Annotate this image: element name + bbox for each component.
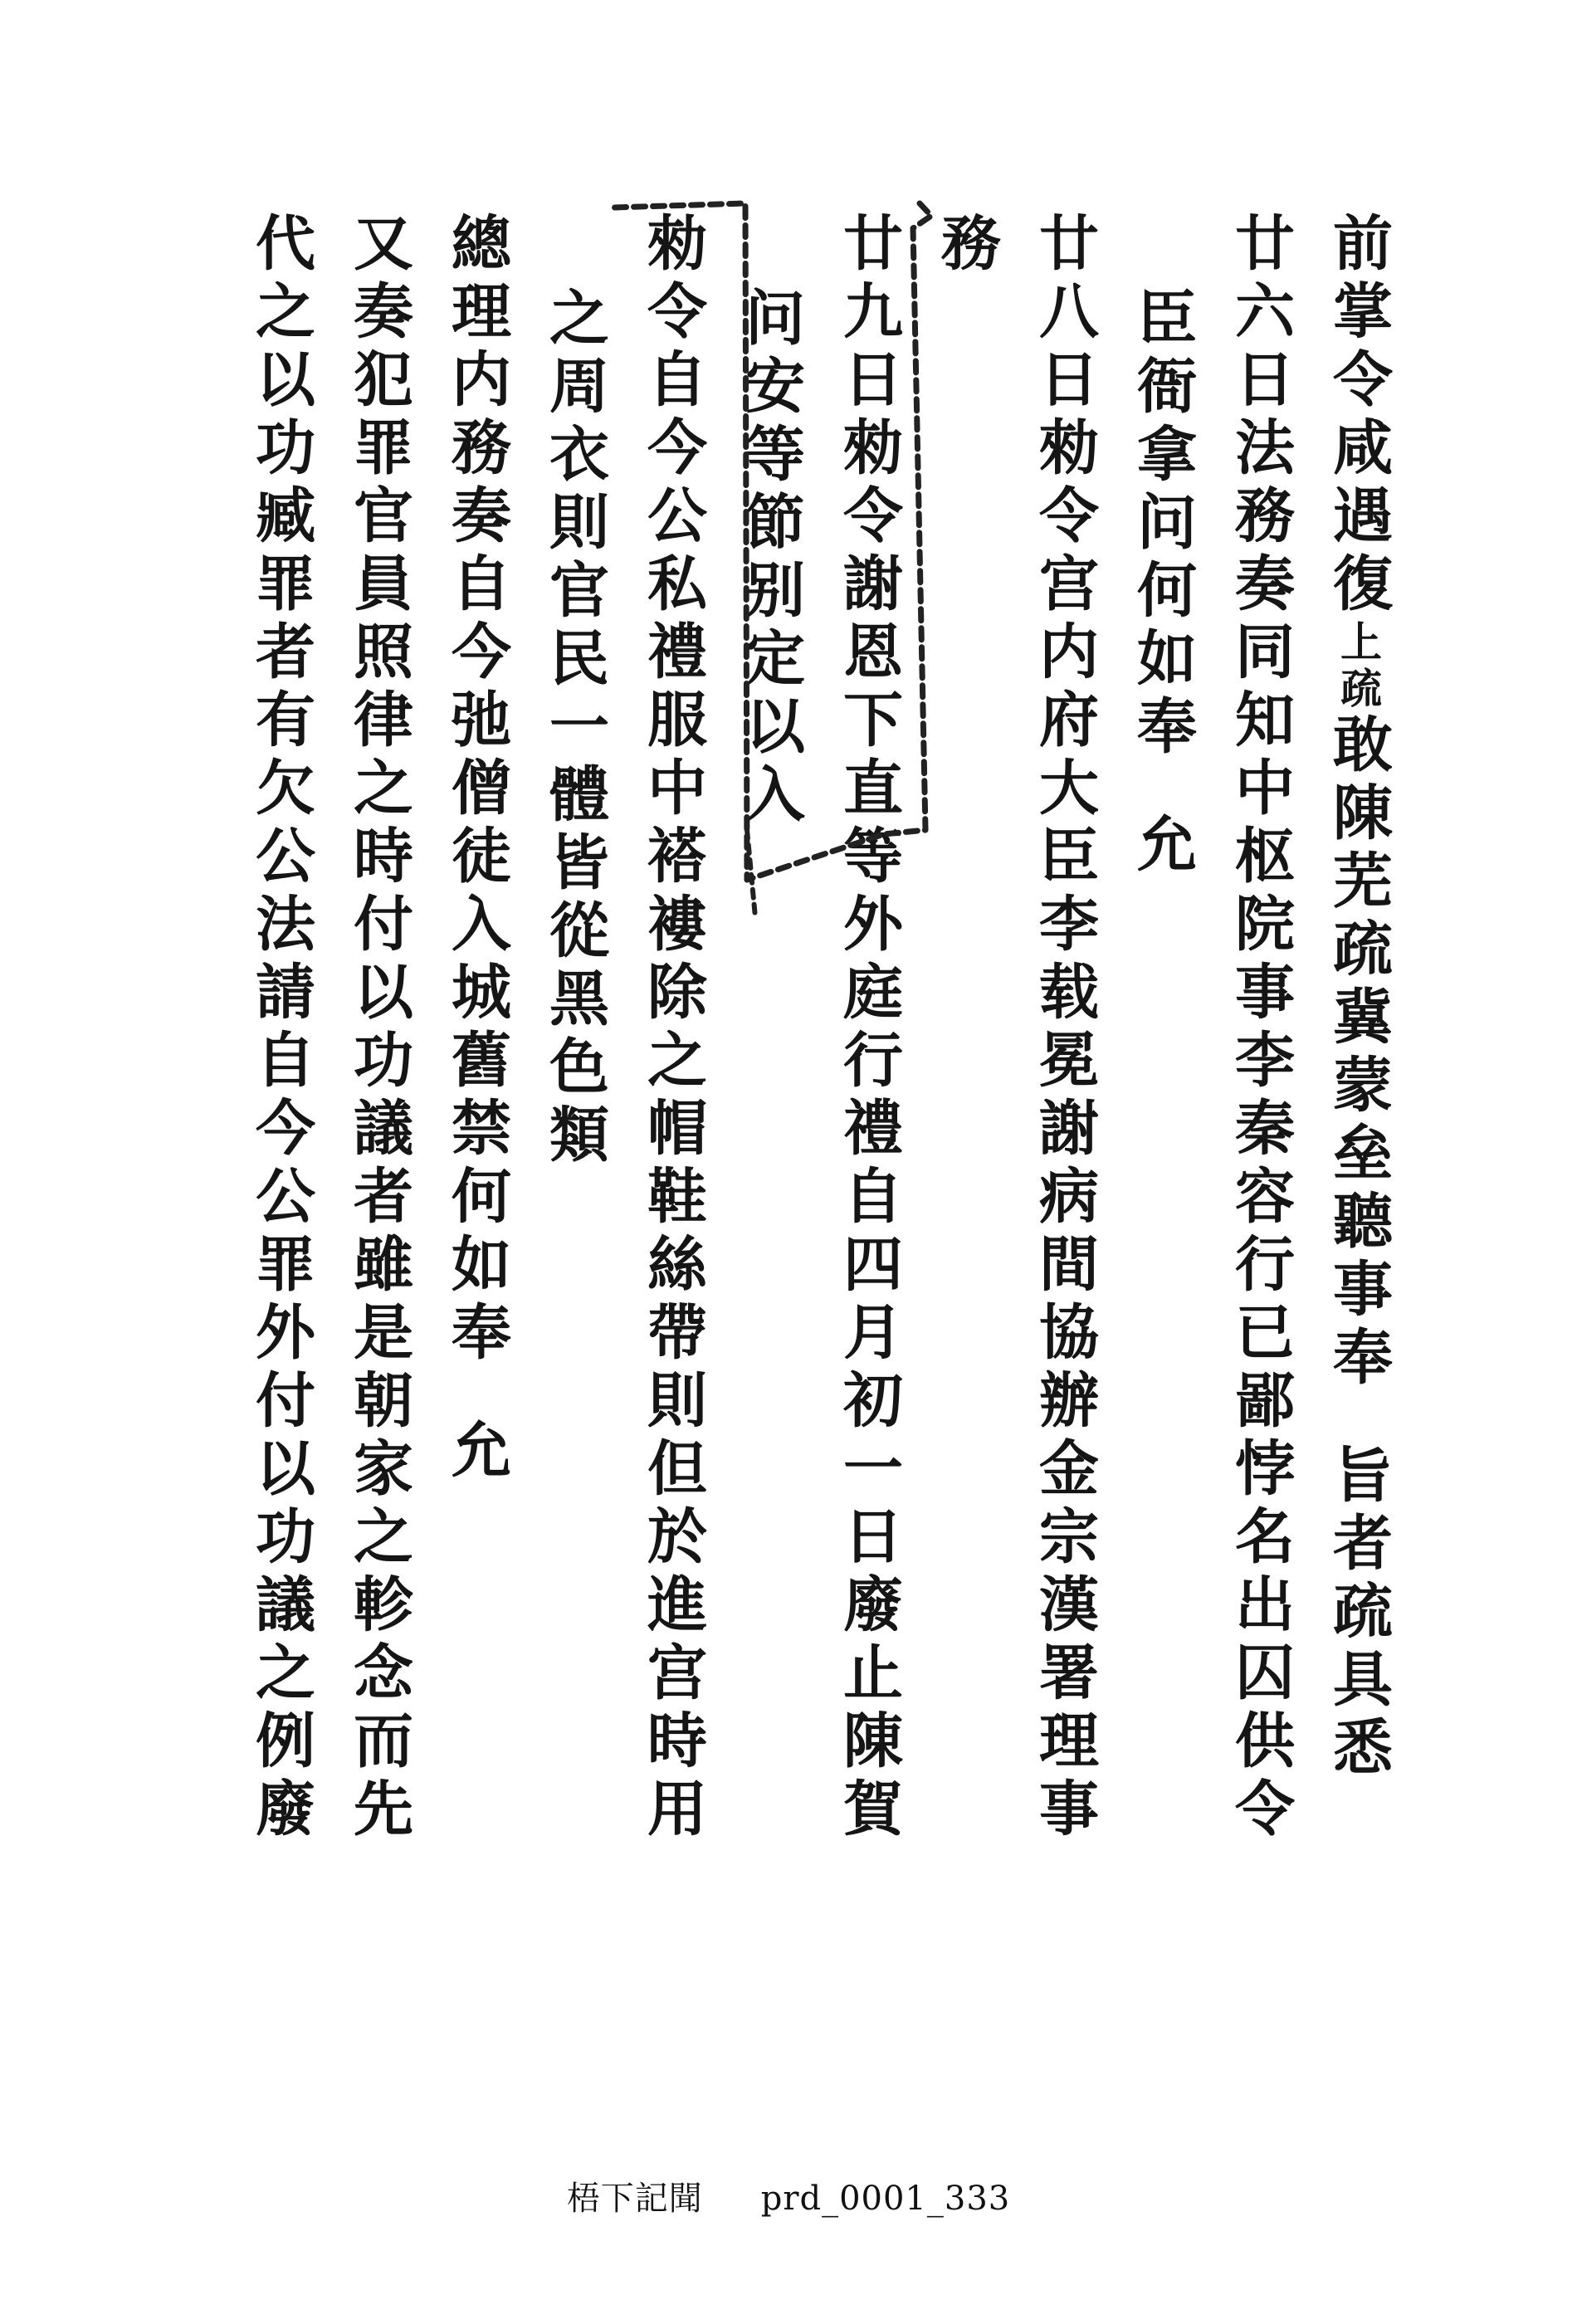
text-column [540,286,609,1171]
column-text: 臣衙拿问何如奉 [1127,286,1197,763]
page-id: prd_0001_333 [760,2180,1011,2218]
text-column [1127,286,1197,881]
column-text: 旨者疏具悉 [1323,1443,1393,1784]
column-text: 允 [1127,813,1197,881]
bracket-line [747,830,755,917]
text-column [1323,212,1393,1784]
column-note: 上疏 [1334,620,1382,713]
text-column [637,212,707,1845]
column-text: 敢陳芜疏冀蒙垒聽事奉 [1323,713,1393,1394]
book-title: 梧下記聞 [566,2180,703,2218]
text-column [833,212,903,1845]
text-column [1225,212,1295,1845]
column-text: 之周衣則官民一體皆從黑色類 [540,286,609,1171]
column-text: 代之以功臧罪者有欠公法請自今公罪外付以功議之例廢 [246,212,315,1845]
text-column [442,212,511,1487]
column-text: 廿六日法務奏同知中枢院事李秦容行已鄙悖名出囚供令 [1225,212,1295,1845]
column-text: 又奏犯罪官員照律之時付以功議者雖是朝家之軫念而先 [344,212,413,1845]
column-text: 勑令自今公私禮服中褡褸除之帽鞋絲帶則但於進宫時用 [637,212,707,1845]
column-text: 前掌令咸遇復 [1323,212,1393,620]
text-column [344,212,413,1845]
text-column [246,212,315,1845]
column-text: 廿八日勑令宫内府大臣李载冕謝病間協辦金宗漢署理事 [1029,212,1099,1845]
column-text: 允 [442,1418,511,1487]
text-column [1029,212,1099,1845]
column-text: 廿九日勑令謝恩下直等外庭行禮自四月初一日廢止陳賀 [833,212,903,1845]
text-column [931,212,1001,280]
column-text: 问安等節别定以入 [735,286,805,831]
page-footer [0,2172,1577,2219]
column-text: 總理内務奏自今弛僧徒入城舊禁何如奉 [442,212,511,1369]
column-text: 務 [931,212,1001,280]
text-column [735,286,805,831]
